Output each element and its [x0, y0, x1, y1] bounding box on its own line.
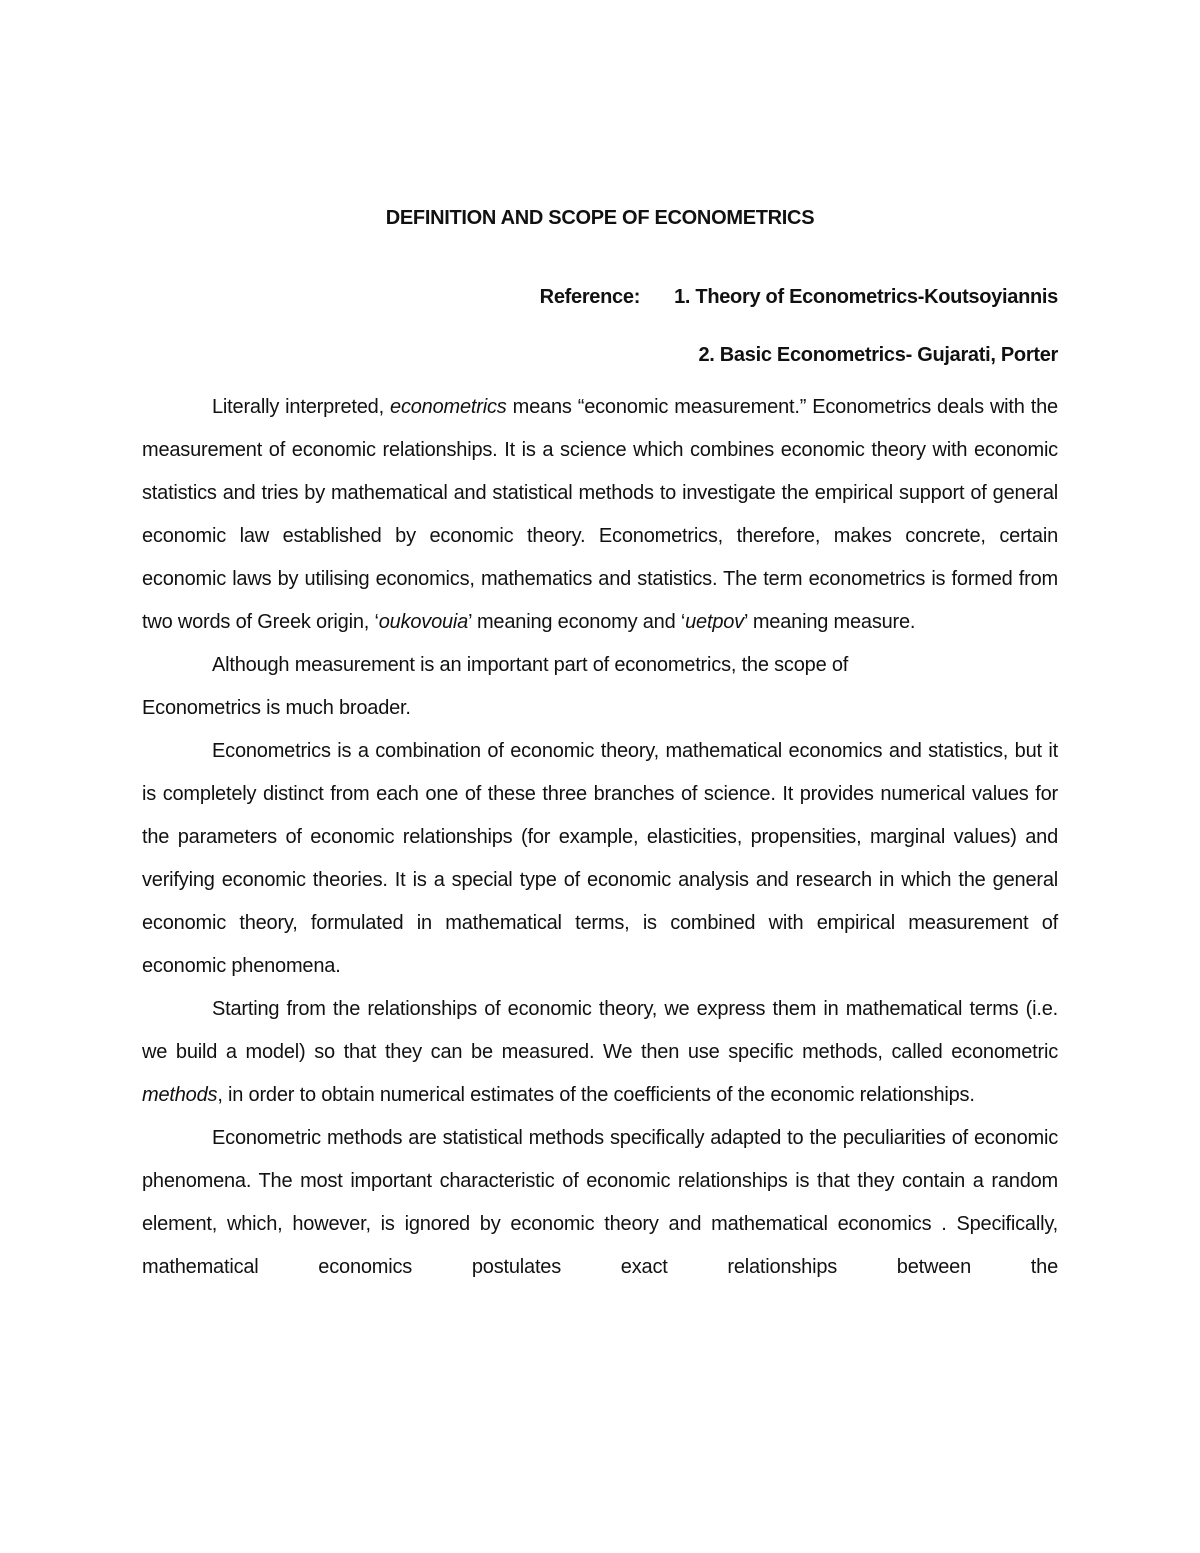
paragraph-1-text-g: ’ meaning measure.	[743, 611, 916, 633]
paragraph-3: Econometrics is a combination of economic theory, mathematical economics and statistics, but it is completely distinct from each one of these three branches of science. It provides numerical values for the parameters of economic relationships (for example, elasticities, propensities, marginal values) and verifying economic theories. It is a special type of economic analysis and research in which the general economic theory, formulated in mathematical terms, is combined with empirical measurement of economic phenomena.	[142, 740, 1058, 977]
reference-label: Reference:	[539, 286, 641, 308]
paragraph-2-line-1: Although measurement is an important part of econometrics, the scope of	[212, 654, 849, 676]
reference-line-1	[142, 268, 1058, 326]
paragraph-1-italic-greek-1: oukovouia	[378, 611, 469, 633]
paragraph-1	[142, 386, 1058, 644]
paragraph-4-text-a: Starting from the relationships of economic theory, we express them in mathematical terms (i.e. we build a model) so that they can be measured. We then use specific methods, called econometric	[142, 998, 1058, 1063]
paragraph-1-text-c: means “economic measurement.” Econometrics deals with the measurement of economic relationships. It is a science which combines economic theory with economic statistics and tries by mathematical and statistical methods to investigate the empirical support of general economic law established by economic theory. Econometrics, therefore, makes concrete, certain economic laws by utilising economics, mathematics and statistics. The term econometrics is formed from two words of Greek origin, ‘	[142, 396, 1058, 633]
paragraph-4-italic-methods: methods	[142, 1084, 218, 1106]
document-page	[142, 195, 1058, 1289]
references-block	[142, 268, 1058, 384]
paragraph-5: Econometric methods are statistical methods specifically adapted to the peculiarities of economic phenomena. The most important characteristic of economic relationships is that they contain a random element, which, however, is ignored by economic theory and mathematical economics . Specifically, mathematical economics postulates exact relationships between the	[142, 1127, 1058, 1278]
paragraph-2-line-2: Econometrics is much broader.	[142, 697, 411, 719]
paragraph-1-italic-econometrics: econometrics	[390, 396, 507, 418]
paragraph-1-text-a: Literally interpreted,	[212, 396, 391, 418]
reference-2: 2. Basic Econometrics- Gujarati, Porter	[698, 344, 1058, 366]
paragraph-1-text-e: ’ meaning economy and ‘	[468, 611, 686, 633]
reference-1: 1. Theory of Econometrics-Koutsoyiannis	[674, 286, 1058, 308]
body-text	[142, 386, 1058, 1289]
paragraph-4-text-c: , in order to obtain numerical estimates of the coefficients of the economic relationships.	[217, 1084, 975, 1106]
paragraph-1-italic-greek-2: uetpov	[685, 611, 744, 633]
paragraph-2	[142, 644, 1058, 730]
reference-line-2	[142, 326, 1058, 384]
document-title: DEFINITION AND SCOPE OF ECONOMETRICS	[385, 207, 815, 229]
paragraph-4	[142, 988, 1058, 1117]
